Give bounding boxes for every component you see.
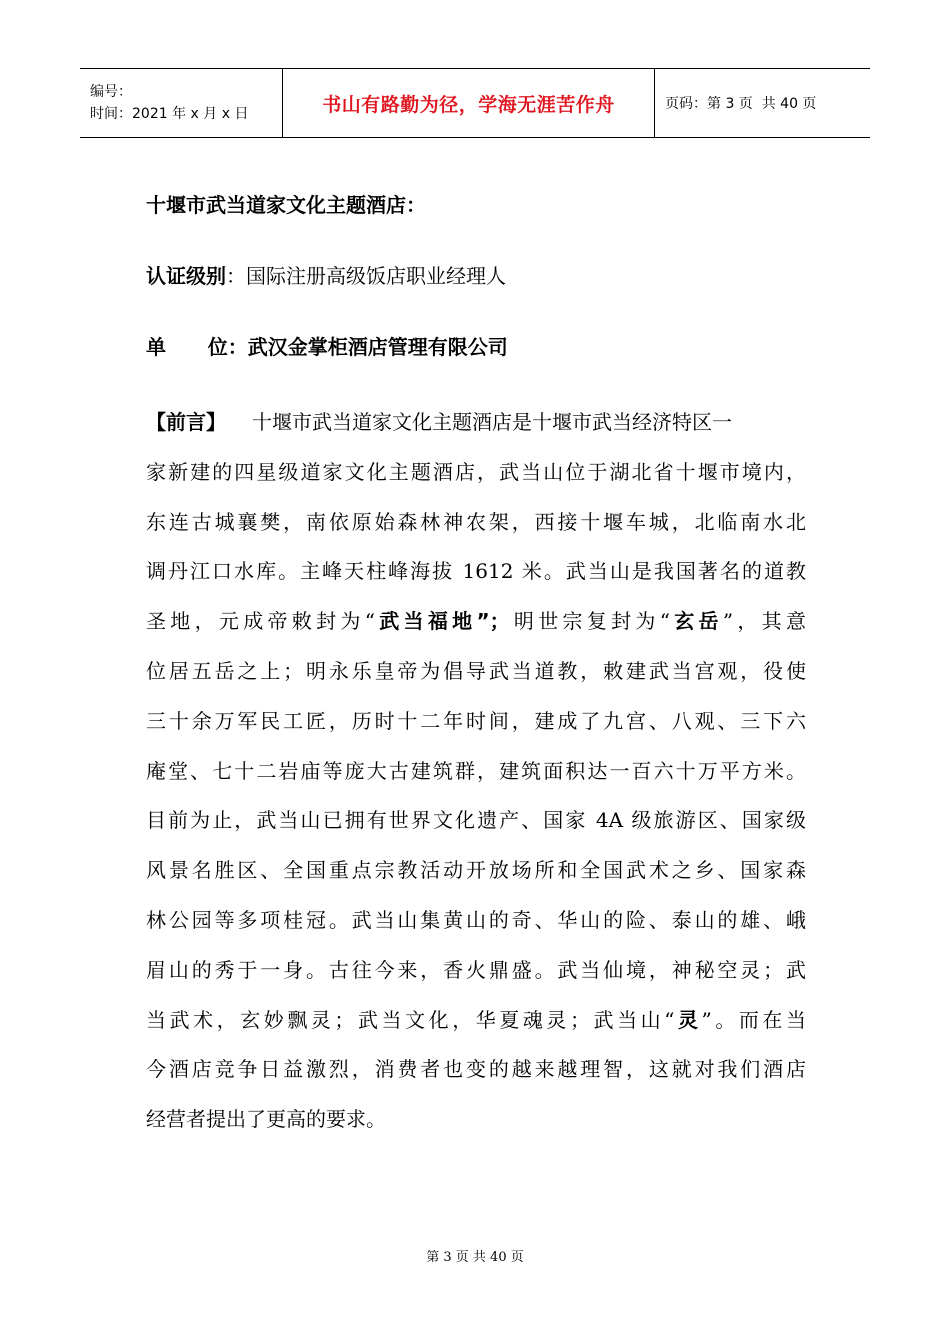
header-meta [80,69,283,137]
cert-value: 国际注册高级饭店职业经理人 [246,264,506,288]
header-page-info: 页码：第 3 页 共 40 页 [665,96,817,112]
preface-line-text [146,547,806,597]
cert-colon: ： [226,264,246,288]
preface-line [146,747,806,797]
preface-text-segment: 灵 [674,1007,702,1032]
preface-line-text [146,747,806,797]
preface-text-segment: 庵堂、七十二岩庙等庞大古建筑群，建筑面积达一百六十万平方米。 [146,758,806,783]
preface-line [146,1095,806,1145]
preface-line [146,647,806,697]
page-footer: 第 3 页 共 40 页 [426,1250,524,1265]
preface-line [146,498,806,548]
preface-line-text [146,846,806,896]
hotel-title: 十堰市武当道家文化主题酒店： [146,193,426,217]
unit-line: 单 位：武汉金掌柜酒店管理有限公司 [146,335,508,359]
preface-text-segment: 目前为止，武当山已拥有世界文化遗产、国家 4A 级旅游区、国家级 [146,808,806,833]
preface-text-segment: 调丹江口水库。主峰天柱峰海拔 1612 米。武当山是我国著名的道教 [146,559,806,584]
preface-line [146,547,806,597]
preface-text-segment: 位居五岳之上；明永乐皇帝为倡导武当道教，敕建武当宫观，役使 [146,658,806,683]
preface-line-text [146,1107,386,1131]
preface-text-segment: 经营者提出了更高的要求。 [146,1107,386,1132]
cert-line [146,251,806,301]
preface-line-text [146,896,806,946]
preface-paragraph [146,398,806,1145]
cert-label: 认证级别 [146,264,226,288]
preface-line [146,1045,806,1095]
preface-text-segment: 林公园等多项桂冠。武当山集黄山的奇、华山的险、泰山的雄、峨 [146,907,806,932]
document-number-label: 编号： [90,84,132,100]
preface-text-segment: 眉山的秀于一身。古往今来，香火鼎盛。武当仙境，神秘空灵；武 [146,957,806,982]
preface-line [146,996,806,1046]
document-date: 时间：2021 年 x 月 x 日 [90,106,249,122]
preface-line-text [146,996,806,1046]
preface-line [146,697,806,747]
preface-line-text [146,498,806,548]
preface-line [146,896,806,946]
preface-line [146,448,806,498]
preface-line-text [146,796,806,846]
preface-line-text [146,697,806,747]
preface-line [146,597,806,647]
preface-line-text [252,410,732,434]
preface-line-text [146,597,806,647]
preface-text-segment: 十堰市武当道家文化主题酒店是十堰市武当经济特区一 [252,410,732,434]
preface-line [146,796,806,846]
preface-label: 【前言】 [146,410,226,434]
preface-text-segment: 家新建的四星级道家文化主题酒店，武当山位于湖北省十堰市境内， [146,459,806,484]
preface-text-segment: 圣地，元成帝敕封为“ [146,609,375,634]
preface-text-segment: 玄岳 [669,609,723,634]
preface-text-segment: 明世宗复封为“ [509,609,670,634]
preface-line-text [146,946,806,996]
preface-text-segment: 当武术，玄妙飘灵；武当文化，华夏魂灵；武当山“ [146,1007,675,1032]
preface-line [146,398,806,448]
header-motto: 书山有路勤为径，学海无涯苦作舟 [322,93,615,116]
page-header [80,68,870,138]
preface-line-text [146,448,806,498]
preface-line [146,946,806,996]
preface-text-segment: 武当福地”； [374,609,510,634]
preface-text-segment: ”，其意 [722,609,806,634]
preface-text-segment: 风景名胜区、全国重点宗教活动开放场所和全国武术之乡、国家森 [146,858,806,883]
preface-text-segment: 今酒店竞争日益激烈，消费者也变的越来越理智，这就对我们酒店 [146,1057,806,1082]
header-motto-cell [283,69,655,137]
preface-text-segment: 三十余万军民工匠，历时十二年时间，建成了九宫、八观、三下六 [146,708,806,733]
preface-line-text [146,1045,806,1095]
preface-text-segment: ”。而在当 [701,1007,806,1032]
preface-line [146,846,806,896]
preface-text-segment: 东连古城襄樊，南依原始森林神农架，西接十堰车城，北临南水北 [146,509,806,534]
document-intro [146,180,806,372]
preface-line-text [146,647,806,697]
